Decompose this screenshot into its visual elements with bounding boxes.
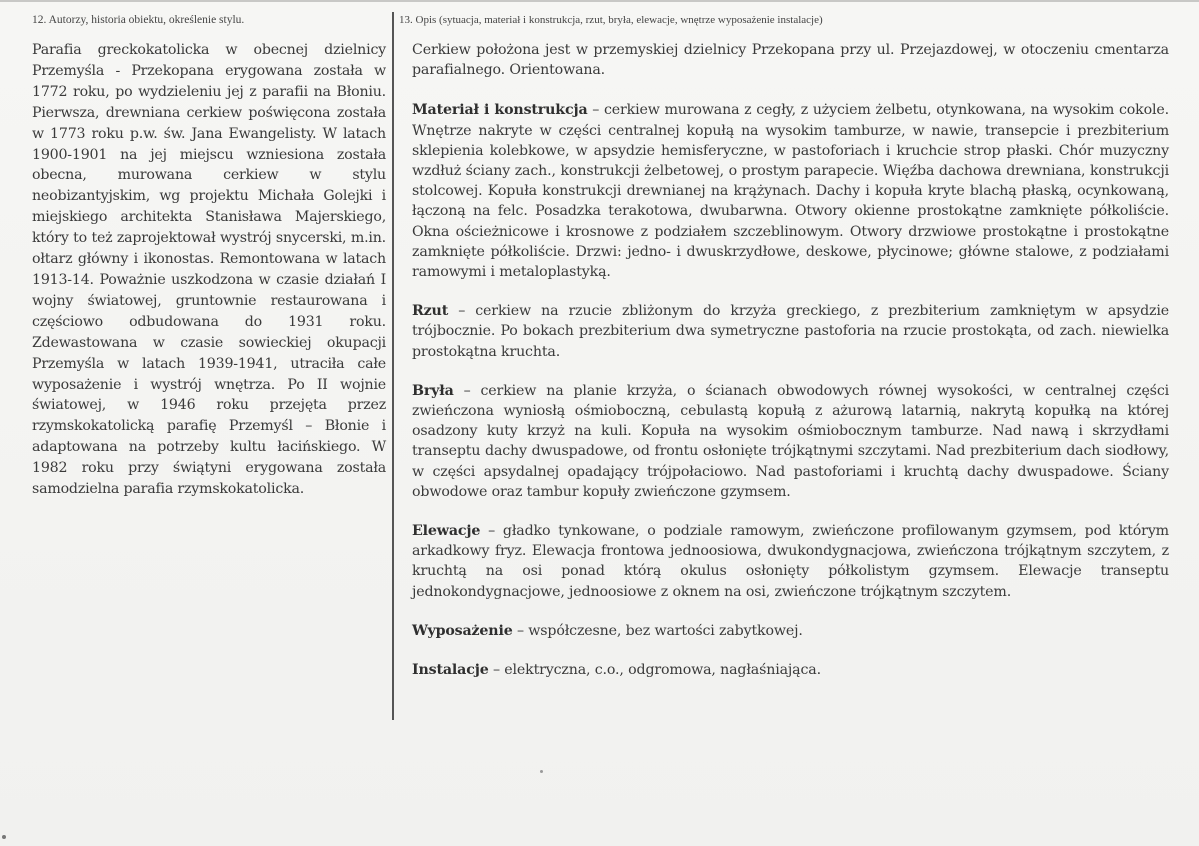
history-text: Parafia greckokatolicka w obecnej dzielnicy Przemyśla - Przekopana erygowana została w 1772 roku, po wydzieleniu jej z parafii na Błoniu. Pierwsza, drewniana cerkiew poświęcona została w 1773 roku p.w. św. Jana Ewangelisty. W latach 1900-1901 na jej miejscu wzniesiona została obecna, murowana cerkiew w stylu neobizantyjskim, wg projektu Michała Golejki i miejskiego architekta Stanisława Majerskiego, który to też zaprojektował wystrój snycerski, m.in. ołtarz główny i ikonostas. Remontowana w latach 1913-14. Poważnie uszkodzona w czasie działań I wojny światowej, gruntownie restaurowana i częściowo odbudowana do 1931 roku. Zdewastowana w czasie sowieckiej okupacji Przemyśla w latach 1939-1941, utraciła całe wyposażenie i wystrój wnętrza. Po II wojnie światowej, w 1946 roku przejęta przez rzymskokatolicką parafię Przemyśl – Błonie i adaptowana na potrzeby kultu łacińskiego. W 1982 roku przy świątyni erygowana została samodzielna parafia rzymskokatolicka. (32, 42, 386, 498)
column-divider (392, 12, 394, 720)
section-text: – cerkiew murowana z cegły, z użyciem żelbetu, otynkowana, na wysokim cokole. Wnętrze nakryte w części centralnej kopułą na wysokim tamburze, w nawie, transepcie i prezbiterium sklepienia kolebkowe, w apsydzie hemisferyczne, w pastoforiach i kruchcie strop płaski. Chór muzyczny wzdłuż ściany zach., konstrukcji żelbetowej, o prostym parapecie. Więźba dachowa drewniana, konstrukcji stolcowej. Kopuła konstrukcji drewnianej na krążynach. Dachy i kopuła kryte blachą płaską, ocynkowaną, łączoną na felc. Posadzka terakotowa, dwubarwna. Otwory okienne prostokątne zamknięte półkoliście. Okna ościeżnicowe i krosnowe z podziałem szczeblinowym. Otwory drzwiowe prostokątne i prostokątne zamknięte półkoliście. Drzwi: jedno- i dwuskrzydłowe, deskowe, płycinowe; główne stalowe, z podziałami ramowymi i metaloplastyką. (412, 102, 1169, 281)
scan-speck (540, 770, 543, 773)
page-top-edge (0, 0, 1199, 2)
section-text: – współczesne, bez wartości zabytkowej. (512, 622, 803, 639)
description-block (412, 40, 1169, 680)
section-text: – cerkiew na rzucie zbliżonym do krzyża greckiego, z prezbiterium zamkniętym w apsydzie trójbocznie. Po bokach prezbiterium dwa symetryczne pastoforia na rzucie prostokąta, od zach. niewielka prostokątna kruchta. (412, 303, 1169, 360)
section-label: Bryła (412, 382, 454, 399)
section-text: – gładko tynkowane, o podziale ramowym, zwieńczone profilowanym gzymsem, pod którym arkadkowy fryz. Elewacja frontowa jednoosiowa, dwukondygnacjowa, zwieńczona trójkątnym szczytem, z kruchtą na osi ponad którą okulus osłonięty półkolistym gzymsem. Elewacje transeptu jednokondygnacjowe, jednoosiowe z oknem na osi, zwieńczone trójkątnym szczytem. (412, 523, 1169, 600)
left-column (32, 14, 388, 500)
scan-speck (2, 835, 6, 839)
section-label: Elewacje (412, 523, 481, 540)
section-massing (412, 381, 1169, 502)
section-material (412, 100, 1169, 282)
section-text: – cerkiew na planie krzyża, o ścianach obwodowych równej wysokości, w centralnej części zwieńczona wyniosłą ośmioboczną, cebulastą kopułą z ażurową latarnią, nakrytą kopułką na której osadzony kuty krzyż na kuli. Kopuła na wysokim ośmiobocznym tamburze. Nad nawą i skrzydłami transeptu dachy dwuspadowe, od frontu osłonięte trójkątnymi szczytami. Nad prezbiterium dach siodłowy, w części apsydalnej opadający trójpołaciowo. Nad pastoforiami i kruchtą dachy dwuspadowe. Ściany obwodowe oraz tambur kopuły zwieńczone gzymsem. (412, 382, 1169, 500)
section-label: Materiał i konstrukcja (412, 102, 588, 119)
right-column-heading: 13. Opis (sytuacja, materiał i konstrukcja, rzut, bryła, elewacje, wnętrze wyposażenie instalacje) (399, 14, 823, 26)
section-label: Rzut (412, 303, 449, 320)
section-furnishings (412, 621, 1169, 641)
intro-paragraph: Cerkiew położona jest w przemyskiej dzielnicy Przekopana przy ul. Przejazdowej, w otoczeniu cmentarza parafialnego. Orientowana. (412, 42, 1169, 79)
left-column-heading: 12. Autorzy, historia obiektu, określenie stylu. (32, 14, 245, 26)
right-column (399, 14, 1169, 699)
section-label: Instalacje (412, 662, 489, 679)
section-elevations (412, 521, 1169, 602)
section-label: Wyposażenie (412, 622, 513, 639)
section-text: – elektryczna, c.o., odgromowa, nagłaśniająca. (488, 662, 821, 679)
section-installations (412, 660, 1169, 680)
section-plan (412, 301, 1169, 362)
